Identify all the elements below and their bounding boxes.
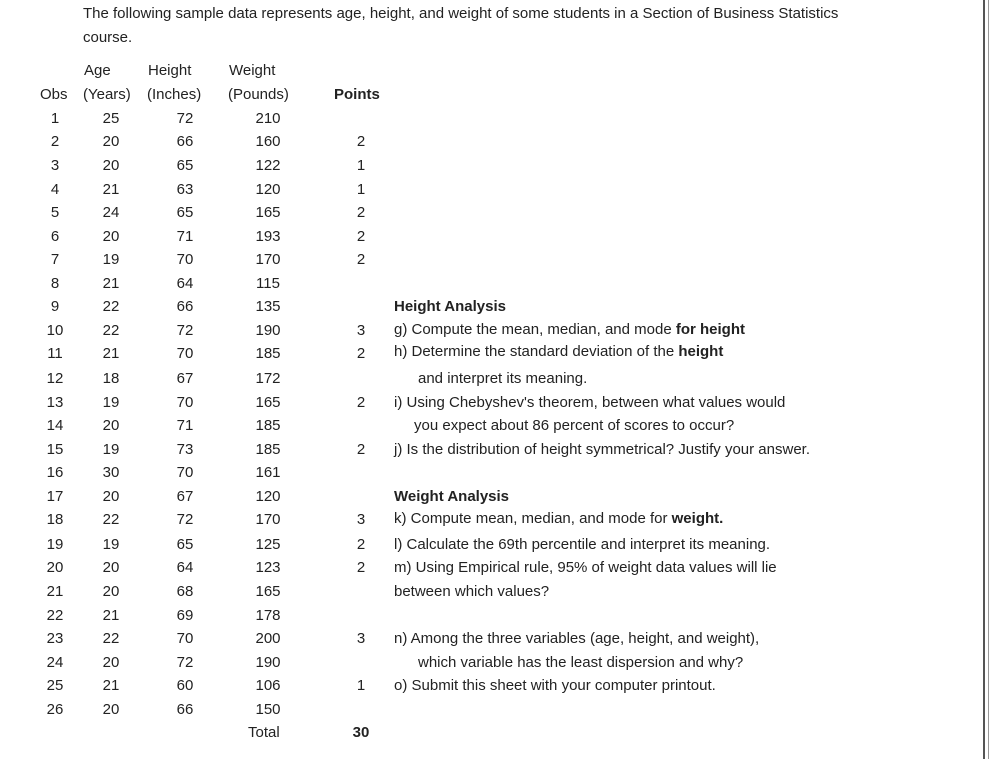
- cell-height: 67: [176, 370, 194, 387]
- cell-weight: 165: [255, 204, 281, 221]
- cell-weight: 123: [255, 559, 281, 576]
- cell-points: 2: [356, 345, 366, 362]
- cell-age: 19: [102, 394, 120, 411]
- cell-obs: 4: [50, 181, 60, 198]
- cell-obs: 1: [50, 110, 60, 127]
- cell-age: 20: [102, 488, 120, 505]
- cell-age: 21: [102, 181, 120, 198]
- cell-points: 3: [356, 322, 366, 339]
- cell-points: 2: [356, 228, 366, 245]
- question-m-cont: between which values?: [394, 583, 550, 600]
- cell-height: 73: [176, 441, 194, 458]
- cell-height: 65: [176, 204, 194, 221]
- question-n-cont: which variable has the least dispersion and why?: [418, 654, 744, 671]
- cell-age: 20: [102, 133, 120, 150]
- cell-points: 2: [356, 536, 366, 553]
- question-n: n) Among the three variables (age, height, and weight),: [394, 630, 760, 647]
- cell-points: 3: [356, 511, 366, 528]
- cell-weight: 170: [255, 251, 281, 268]
- cell-obs: 18: [46, 511, 64, 528]
- height-unit: (Inches): [147, 86, 202, 103]
- cell-obs: 8: [50, 275, 60, 292]
- cell-weight: 165: [255, 394, 281, 411]
- cell-height: 63: [176, 181, 194, 198]
- cell-obs: 7: [50, 251, 60, 268]
- cell-height: 72: [176, 110, 194, 127]
- cell-weight: 190: [255, 322, 281, 339]
- cell-age: 20: [102, 559, 120, 576]
- cell-obs: 11: [47, 345, 63, 362]
- cell-height: 72: [176, 322, 194, 339]
- height-analysis-title: Height Analysis: [394, 298, 506, 315]
- cell-points: 2: [356, 133, 366, 150]
- cell-height: 70: [176, 394, 194, 411]
- cell-weight: 161: [255, 464, 281, 481]
- cell-weight: 170: [255, 511, 281, 528]
- page-border-line: [983, 0, 985, 759]
- cell-points: 2: [356, 441, 366, 458]
- page-border-line-inner: [988, 0, 989, 759]
- cell-weight: 190: [255, 654, 281, 671]
- weight-unit: (Pounds): [228, 86, 289, 103]
- cell-obs: 22: [46, 607, 64, 624]
- cell-height: 67: [176, 488, 194, 505]
- cell-obs: 13: [46, 394, 64, 411]
- cell-weight: 150: [255, 701, 281, 718]
- height-header: Height: [148, 62, 192, 79]
- cell-age: 19: [102, 251, 120, 268]
- cell-points: 2: [356, 559, 366, 576]
- question-k-bold: weight.: [671, 510, 724, 527]
- cell-age: 20: [102, 417, 120, 434]
- cell-weight: 106: [255, 677, 281, 694]
- cell-weight: 185: [255, 441, 281, 458]
- cell-obs: 14: [46, 417, 64, 434]
- cell-obs: 21: [46, 583, 64, 600]
- cell-obs: 5: [50, 204, 60, 221]
- cell-age: 25: [102, 110, 120, 127]
- cell-obs: 12: [46, 370, 64, 387]
- cell-height: 71: [176, 417, 194, 434]
- question-g-text: g) Compute the mean, median, and mode: [394, 321, 676, 338]
- cell-obs: 10: [46, 322, 64, 339]
- question-h-text: h) Determine the standard deviation of the: [394, 343, 679, 360]
- cell-obs: 23: [46, 630, 64, 647]
- question-h-bold: height: [678, 343, 724, 360]
- cell-height: 71: [176, 228, 194, 245]
- cell-weight: 165: [255, 583, 281, 600]
- question-o: o) Submit this sheet with your computer printout.: [394, 677, 716, 694]
- cell-obs: 3: [50, 157, 60, 174]
- cell-weight: 122: [255, 157, 281, 174]
- cell-weight: 193: [255, 228, 281, 245]
- cell-height: 68: [176, 583, 194, 600]
- cell-obs: 25: [46, 677, 64, 694]
- cell-height: 64: [176, 275, 194, 292]
- cell-weight: 185: [255, 417, 281, 434]
- cell-obs: 16: [46, 464, 64, 481]
- cell-weight: 135: [255, 298, 281, 315]
- question-h-cont: and interpret its meaning.: [418, 370, 588, 387]
- question-i-cont: you expect about 86 percent of scores to occur?: [414, 417, 735, 434]
- cell-obs: 24: [46, 654, 64, 671]
- question-g-bold: for height: [675, 321, 745, 338]
- cell-height: 69: [176, 607, 194, 624]
- cell-age: 22: [102, 511, 120, 528]
- cell-age: 20: [102, 157, 120, 174]
- obs-header: Obs: [40, 86, 68, 103]
- cell-weight: 120: [255, 181, 281, 198]
- cell-height: 65: [176, 536, 194, 553]
- cell-age: 21: [102, 677, 120, 694]
- cell-age: 22: [102, 630, 120, 647]
- cell-weight: 185: [255, 345, 281, 362]
- cell-obs: 9: [50, 298, 60, 315]
- cell-obs: 17: [46, 488, 64, 505]
- cell-age: 20: [102, 654, 120, 671]
- cell-age: 20: [102, 701, 120, 718]
- question-j: j) Is the distribution of height symmetrical? Justify your answer.: [394, 441, 811, 458]
- points-header: Points: [334, 86, 380, 103]
- cell-height: 64: [176, 559, 194, 576]
- question-k: [394, 510, 723, 527]
- cell-age: 21: [102, 345, 120, 362]
- cell-age: 21: [102, 275, 120, 292]
- cell-age: 22: [102, 322, 120, 339]
- total-points: 30: [352, 724, 370, 741]
- question-i: i) Using Chebyshev's theorem, between what values would: [394, 394, 786, 411]
- cell-weight: 125: [255, 536, 281, 553]
- cell-points: 2: [356, 251, 366, 268]
- cell-obs: 15: [46, 441, 64, 458]
- cell-age: 19: [102, 441, 120, 458]
- weight-analysis-title: Weight Analysis: [394, 488, 510, 505]
- cell-age: 24: [102, 204, 120, 221]
- cell-age: 20: [102, 583, 120, 600]
- cell-age: 21: [102, 607, 120, 624]
- cell-points: 3: [356, 630, 366, 647]
- cell-points: 2: [356, 394, 366, 411]
- cell-obs: 6: [50, 228, 60, 245]
- cell-points: 2: [356, 204, 366, 221]
- cell-height: 72: [176, 654, 194, 671]
- cell-age: 20: [102, 228, 120, 245]
- cell-age: 18: [102, 370, 120, 387]
- cell-height: 65: [176, 157, 194, 174]
- question-l: l) Calculate the 69th percentile and interpret its meaning.: [394, 536, 771, 553]
- cell-points: 1: [356, 677, 366, 694]
- cell-weight: 210: [255, 110, 281, 127]
- cell-weight: 120: [255, 488, 281, 505]
- cell-weight: 172: [255, 370, 281, 387]
- cell-weight: 200: [255, 630, 281, 647]
- cell-points: 1: [356, 157, 366, 174]
- total-label: Total: [248, 724, 280, 741]
- weight-header: Weight: [229, 62, 276, 79]
- age-header: Age: [84, 62, 111, 79]
- cell-height: 60: [176, 677, 194, 694]
- cell-height: 72: [176, 511, 194, 528]
- age-unit: (Years): [83, 86, 131, 103]
- intro-text: The following sample data represents age, height, and weight of some students in a Section of Business Statistics course.: [83, 5, 839, 46]
- cell-obs: 20: [46, 559, 64, 576]
- cell-obs: 26: [46, 701, 64, 718]
- cell-height: 70: [176, 345, 194, 362]
- question-h: [394, 343, 723, 360]
- cell-age: 22: [102, 298, 120, 315]
- cell-height: 66: [176, 701, 194, 718]
- cell-age: 19: [102, 536, 120, 553]
- cell-obs: 19: [46, 536, 64, 553]
- cell-obs: 2: [50, 133, 60, 150]
- question-k-text: k) Compute mean, median, and mode for: [394, 510, 672, 527]
- cell-height: 66: [176, 298, 194, 315]
- question-g: [394, 321, 745, 338]
- cell-weight: 178: [255, 607, 281, 624]
- cell-weight: 160: [255, 133, 281, 150]
- cell-weight: 115: [256, 275, 280, 292]
- cell-age: 30: [102, 464, 120, 481]
- cell-height: 70: [176, 464, 194, 481]
- cell-height: 70: [176, 630, 194, 647]
- question-m: m) Using Empirical rule, 95% of weight data values will lie: [394, 559, 777, 576]
- cell-height: 66: [176, 133, 194, 150]
- cell-points: 1: [356, 181, 366, 198]
- cell-height: 70: [176, 251, 194, 268]
